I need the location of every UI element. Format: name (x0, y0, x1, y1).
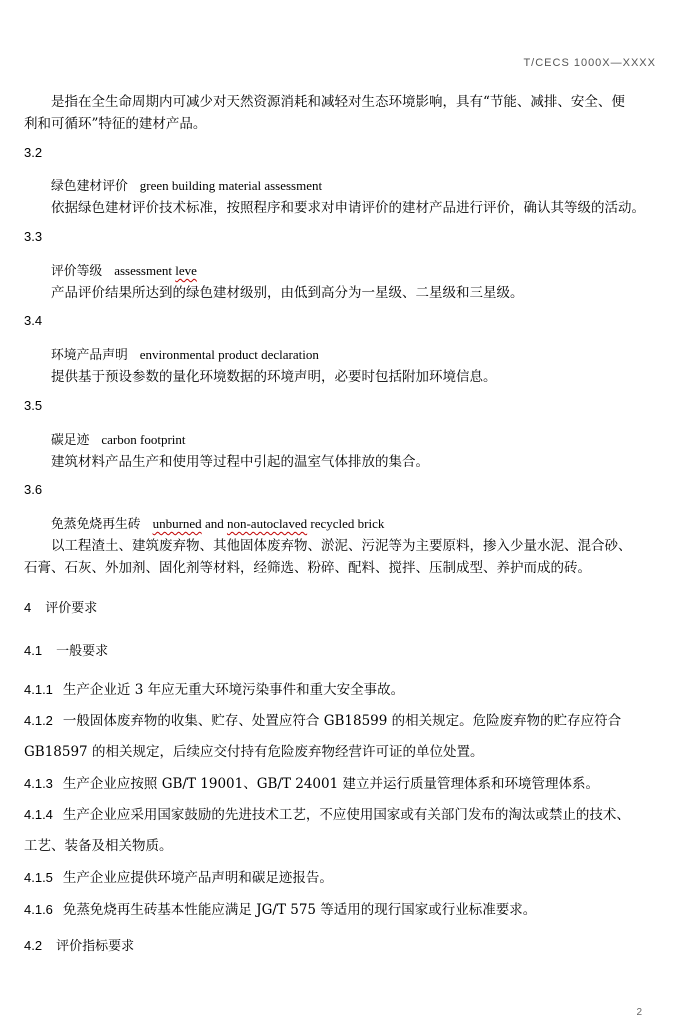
intro-line-2: 利和可循环”特征的建材产品。 (24, 116, 207, 132)
term-en-text: recycled brick (307, 516, 385, 531)
term-en: environmental product declaration (139, 347, 319, 362)
section-title: 评价要求 (45, 601, 98, 616)
term-definition-3-2: 依据绿色建材评价技术标准，按照程序和要求对申请评价的建材产品进行评价，确认其等级的活动。 (51, 200, 645, 216)
term-heading-3-4 (51, 344, 319, 363)
term-heading-3-2 (51, 175, 322, 194)
clause-text: 免蒸免烧再生砖基本性能应满足 JG/T 575 等适用的现行国家或行业标准要求。 (62, 902, 537, 918)
clause-4-1-4-cont: 工艺、装备及相关物质。 (24, 838, 173, 854)
term-definition-3-5: 建筑材料产品生产和使用等过程中引起的温室气体排放的集合。 (51, 454, 429, 470)
term-definition-3-3: 产品评价结果所达到的绿色建材级别，由低到高分为一星级、二星级和三星级。 (51, 285, 524, 301)
section-title: 一般要求 (56, 644, 109, 659)
section-number: 4.1 (24, 643, 43, 658)
term-heading-3-3 (51, 260, 197, 279)
section-title: 评价指标要求 (56, 939, 135, 954)
clause-number: 4.1.1 (24, 682, 53, 697)
term-cn: 环境产品声明 (51, 348, 128, 363)
term-en-text: and (201, 516, 227, 531)
clause-number: 4.1.5 (24, 870, 53, 885)
term-en: green building material assessment (139, 178, 323, 193)
clause-4-1-5 (24, 866, 333, 886)
term-en-text: assessment (114, 263, 176, 278)
term-cn: 免蒸免烧再生砖 (51, 517, 141, 532)
intro-line-1: 是指在全生命周期内可减少对天然资源消耗和减轻对生态环境影响，具有“节能、减排、安全、便 (51, 94, 625, 110)
clause-text: 生产企业应采用国家鼓励的先进技术工艺，不应使用国家或有关部门发布的淘汰或禁止的技术、 (62, 807, 630, 823)
term-number-3-6: 3.6 (24, 482, 43, 497)
page-number: 2 (636, 1007, 642, 1018)
clause-4-1-1 (24, 678, 404, 698)
term-definition-3-4: 提供基于预设参数的量化环境数据的环境声明，必要时包括附加环境信息。 (51, 369, 497, 385)
term-heading-3-5 (51, 429, 186, 448)
clause-number: 4.1.4 (24, 807, 53, 822)
clause-4-1-2-cont: GB18597 的相关规定，后续应交付持有危险废弃物经营许可证的单位处置。 (24, 744, 484, 760)
term-definition-3-6-line-2: 石膏、石灰、外加剂、固化剂等材料，经筛选、粉碎、配料、搅拌、压制成型、养护而成的砖。 (24, 560, 591, 576)
spellcheck-word: leve (175, 263, 197, 278)
term-heading-3-6 (51, 513, 384, 532)
section-heading-4-1 (24, 640, 108, 659)
clause-number: 4.1.3 (24, 776, 53, 791)
section-number: 4 (24, 600, 32, 615)
term-number-3-4: 3.4 (24, 313, 43, 328)
document-code-header: T/CECS 1000X—XXXX (523, 57, 656, 69)
clause-4-1-3 (24, 772, 599, 792)
section-number: 4.2 (24, 938, 43, 953)
clause-text: 生产企业近 3 年应无重大环境污染事件和重大安全事故。 (62, 682, 405, 698)
spellcheck-word: unburned (152, 516, 202, 531)
clause-number: 4.1.2 (24, 713, 53, 728)
spellcheck-word: non-autoclaved (226, 516, 308, 531)
clause-4-1-2 (24, 709, 621, 729)
term-number-3-2: 3.2 (24, 145, 43, 160)
term-en (153, 516, 385, 531)
clause-4-1-4 (24, 803, 630, 823)
term-cn: 绿色建材评价 (51, 179, 128, 194)
term-number-3-5: 3.5 (24, 398, 43, 413)
term-number-3-3: 3.3 (24, 229, 43, 244)
term-en: carbon footprint (101, 432, 186, 447)
clause-text: 生产企业应按照 GB/T 19001、GB/T 24001 建立并运行质量管理体系和环境管理体系。 (62, 776, 599, 792)
term-cn: 评价等级 (51, 264, 103, 279)
clause-number: 4.1.6 (24, 902, 53, 917)
clause-text: 一般固体废弃物的收集、贮存、处置应符合 GB18599 的相关规定。危险废弃物的贮存应符合 (62, 713, 622, 729)
term-definition-3-6-line-1: 以工程渣土、建筑废弃物、其他固体废弃物、淤泥、污泥等为主要原料，掺入少量水泥、混合砂、 (51, 538, 632, 554)
term-cn: 碳足迹 (51, 433, 90, 448)
clause-text: 生产企业应提供环境产品声明和碳足迹报告。 (62, 870, 333, 886)
section-heading-4 (24, 597, 97, 616)
section-heading-4-2 (24, 935, 134, 954)
term-en (114, 263, 197, 278)
clause-4-1-6 (24, 898, 536, 918)
